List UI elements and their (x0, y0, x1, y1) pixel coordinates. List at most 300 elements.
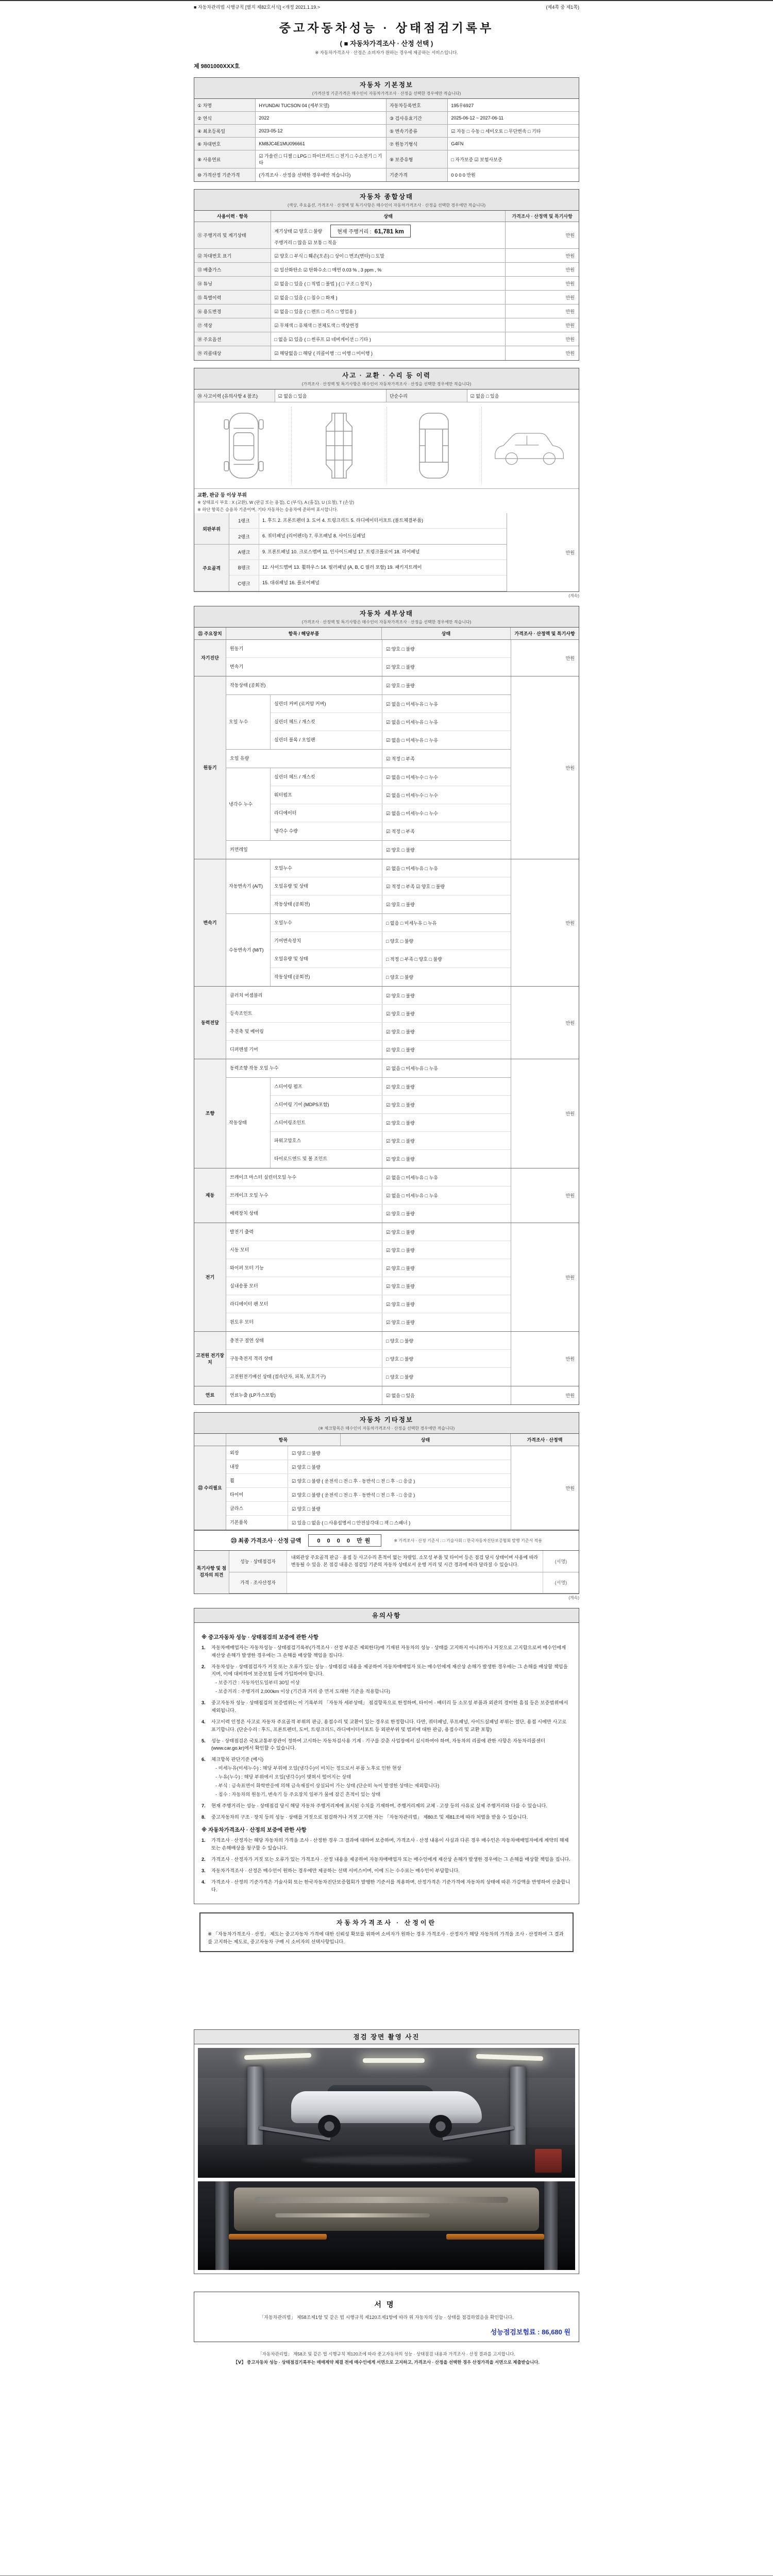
part-name: 디퍼렌셜 기어 (230, 1047, 258, 1053)
detail-row (226, 1313, 511, 1331)
notice-item (201, 1718, 572, 1734)
lift-post-right (544, 2181, 558, 2270)
signature-box (194, 2292, 579, 2342)
detail-row (271, 877, 511, 895)
price-cell: 만원 (565, 233, 575, 238)
part-name: 등속조인트 (230, 1010, 253, 1016)
part-state: □ 양호 □ 불량 (382, 932, 511, 950)
part-name: 내장 (226, 1460, 288, 1473)
part-state: ☑ 양호 □ 불량 (382, 1241, 511, 1259)
section-inspection-photos (194, 2029, 579, 2274)
block-sub-label: 냉각수 누수 (226, 768, 271, 840)
section-detailed-condition (194, 606, 579, 1405)
notice-block-title: ※ 중고자동차 성능 · 상태점검의 보증에 관한 사항 (201, 1634, 318, 1640)
row-label: ⑪ 주행거리 및 계기상태 (194, 222, 271, 248)
part-name: 충전구 절연 상태 (230, 1337, 264, 1343)
notice-number: 2. (201, 1664, 206, 1669)
rank-table-title: 교환, 판금 등 이상 부위 (197, 493, 247, 498)
detail-row (226, 1332, 511, 1350)
detail-row (271, 1078, 511, 1096)
odometer-row (194, 222, 579, 249)
notice-block (201, 1826, 572, 1893)
col-price: 가격조사 · 산정액 (527, 1437, 563, 1443)
section-note: (가격조사 · 산정액 및 특기사항은 매수인이 자동차가격조사 · 산정을 선택한 경우에만 적습니다) (301, 620, 472, 624)
notice-text: 가격조사 · 산정자가 거짓 또는 오류가 있는 가격조사 · 산정 내용을 제공하여 자동차매매업자 또는 매수인에게 재산상 손해가 발생한 경우에는 그 손해를 배상할 책임을 집니다. (211, 1857, 570, 1862)
price-cell: 만원 (511, 676, 579, 859)
section-title: 유의사항 (372, 1612, 401, 1619)
car-wheel-front (318, 2115, 341, 2138)
price-cell: 만원 (511, 987, 579, 1059)
part-name: 오일 유량 (230, 756, 249, 761)
part-state: ☑ 양호 □ 불량 (382, 1295, 511, 1313)
part-state: ☑ 양호 □ 불량 (292, 1506, 321, 1512)
part-name: 고전원전기배선 상태 (접속단자, 피복, 보호기구) (230, 1374, 326, 1380)
car-diagrams (194, 402, 579, 489)
rank-level: C랭크 (229, 575, 259, 591)
price-cell: 만원 (565, 323, 575, 328)
underbody-member (255, 2197, 508, 2203)
part-state: ☑ 없음 □ 미세누유 □ 누유 (382, 1059, 511, 1077)
field-value: (가격조사 · 산정을 선택한 경우에만 적습니다) (256, 168, 386, 181)
field-value: 2025-06-12 ~ 2027-06-11 (451, 115, 504, 121)
final-price-row (194, 1531, 579, 1551)
opinion-role: 가격 · 조사산정자 (229, 1572, 287, 1593)
final-price-value: 0 0 0 0 만원 (308, 1534, 381, 1547)
detail-row (226, 1059, 511, 1077)
col-state: 상태 (271, 211, 506, 222)
part-state: ☑ 있음 □ 없음 ( □ 사용설명서 □ 안전삼각대 □ 잭 □ 스패너 ) (292, 1520, 411, 1526)
repair-needed-label: ㉒ 수리필요 (194, 1446, 226, 1530)
rank-parts: 1. 후드 2. 프론트펜더 3. 도어 4. 트렁크리드 5. 라디에이터서포트 (볼트체결부품) (262, 517, 423, 523)
part-name: 기본품목 (226, 1516, 288, 1530)
field-label: ⑧ 사용연료 (194, 150, 256, 168)
detail-row (226, 1205, 511, 1223)
repair-needed-group (194, 1446, 579, 1530)
opinion-row (229, 1572, 579, 1594)
overall-row (194, 277, 579, 291)
rank-row (229, 560, 507, 575)
detail-row (271, 695, 511, 713)
mileage-state: 주행거리 □ 많음 ☑ 보통 □ 적음 (274, 240, 337, 245)
overall-row (194, 332, 579, 346)
odometer-box (330, 225, 411, 238)
part-state: ☑ 양호 □ 불량 (382, 658, 511, 676)
price-cell: 만원 (565, 281, 575, 286)
part-name: 글라스 (226, 1502, 288, 1515)
gauge-state: 계기상태 ☑ 양호 □ 불량 (274, 229, 323, 234)
part-state: □ 없음 □ 미세누유 □ 누유 (382, 914, 511, 931)
device-name: 원동기 (194, 676, 226, 859)
price-cell: 만원 (565, 351, 575, 356)
part-state: ☑ 양호 □ 불량 (382, 841, 511, 859)
row-state: ☑ 해당없음 □ 해당 ( 리콜이행 : □ 이행 □ 미이행 ) (274, 351, 373, 356)
part-name: 변속기 (230, 664, 244, 670)
opinion-group-label: 특기사항 및 점검자의 의견 (194, 1551, 229, 1594)
detail-device-group (194, 1059, 579, 1168)
overall-row (194, 291, 579, 304)
col-item: 사용이력 · 항목 (194, 211, 271, 222)
row-state: ☑ 없음 □ 있음 ( □ 렌트 □ 리스 □ 영업용 ) (274, 309, 357, 314)
price-cell: 만원 (511, 1168, 579, 1223)
price-cell: 만원 (565, 336, 575, 342)
ceiling-light (244, 2053, 311, 2060)
detail-device-group (194, 1386, 579, 1404)
detail-row (271, 859, 511, 877)
part-name: 실린더 커버 (로커암 커버) (274, 701, 326, 706)
price-cell: 만원 (511, 1446, 579, 1530)
detail-table-header (194, 628, 579, 640)
detail-device-group (194, 1223, 579, 1332)
part-name: 작동상태 (공회전) (274, 974, 310, 980)
price-cell: 만원 (565, 309, 575, 314)
price-survey-select: ( ■ 자동차가격조사 · 산정 선택 ) (340, 40, 433, 47)
basic-info-row (194, 112, 579, 125)
part-state: ☑ 없음 □ 미세누유 □ 누유 (382, 713, 511, 731)
notice-number: 3. (201, 1700, 206, 1706)
part-name: 기어변속장치 (274, 938, 301, 943)
overall-row (194, 318, 579, 332)
detail-row (226, 1277, 511, 1295)
notice-text: 체크항목 판단기준 (예시) (211, 1757, 264, 1762)
opinion-role: 성능 · 상태점검자 (229, 1551, 287, 1572)
detail-block (226, 1078, 511, 1168)
field-label: ⑦ 원동기형식 (386, 138, 448, 150)
detail-row (226, 987, 511, 1005)
field-value: 2023-05-12 (256, 125, 386, 137)
part-name: 브레이크 오일 누수 (230, 1192, 268, 1198)
part-name: 구동축전지 격리 상태 (230, 1355, 273, 1361)
car-side-view-diagram (482, 407, 577, 484)
section-notices (194, 1608, 579, 1952)
part-name: 스티어링조인트 (274, 1120, 306, 1125)
part-state: ☑ 없음 □ 미세누유 □ 누유 (382, 1187, 511, 1204)
section-etc-info (194, 1412, 579, 1601)
part-name: 오일유량 및 상태 (274, 883, 308, 889)
part-state: ☑ 양호 □ 불량 (382, 1005, 511, 1022)
detail-row (271, 1096, 511, 1114)
part-name: 실린더 블록 / 오일팬 (274, 737, 315, 743)
document-number: 제 9801000XXX호 (194, 63, 240, 70)
rank-group-label: 외판부위 (194, 513, 229, 544)
car-wheel-rear (429, 2115, 452, 2138)
notice-number: 6. (201, 1757, 206, 1762)
row-state: ☑ 양호 □ 부식 □ 훼손(오손) □ 상이 □ 변조(변타) □ 도말 (274, 253, 385, 259)
part-state: □ 적정 □ 부족 □ 양호 □ 불량 (382, 950, 511, 968)
section-note: (가격산정 기준가격은 매수인이 자동차가격조사 · 산정을 선택한 경우에만 적습니다) (312, 91, 461, 96)
detail-row (226, 1023, 511, 1041)
detail-block (226, 1332, 511, 1386)
detail-row (271, 786, 511, 804)
device-name: 변속기 (194, 859, 226, 986)
detail-block (226, 914, 511, 986)
notice-text: 자동차성능 · 상태점검자가 거짓 또는 오류가 있는 성능 · 상태점검 내용을 제공하여 자동차매매업자 또는 매수인에게 재산상 손해가 발생한 경우에는 그 손해를 배상할 책임을 지며, 이에 대비하여 보증보험 등에 가입하여야 합니다. (211, 1664, 568, 1677)
price-cell: 만원 (565, 253, 575, 259)
price-cell: 만원 (511, 640, 579, 676)
detail-row (271, 950, 511, 968)
odometer-value: 61,781 km (374, 227, 404, 235)
rank-table (194, 513, 579, 591)
rank-level: A랭크 (229, 545, 259, 560)
rank-level: B랭크 (229, 560, 259, 575)
col-device: ㉑ 주요장치 (194, 628, 226, 639)
price-cell: 만원 (511, 1386, 579, 1404)
notice-number: 4. (201, 1719, 206, 1724)
detail-block (226, 750, 511, 768)
detail-row (226, 640, 511, 658)
notice-sub-item: - 부식 : 금속표면이 화학반응에 의해 금속재질이 상실되어 가는 상태 (단순히 녹이 발생한 상태는 제외합니다) (215, 1783, 440, 1788)
part-state: □ 양호 □ 불량 (382, 1350, 511, 1367)
rank-row (229, 529, 507, 544)
part-name: 타이어 (226, 1488, 288, 1501)
field-value: □ 자가보증 ☑ 보험사보증 (451, 157, 502, 162)
rank-parts: 9. 프론트패널 10. 크로스멤버 11. 인사이드패널 17. 트렁크플로어 18. 리어패널 (262, 549, 420, 554)
detail-device-group (194, 1168, 579, 1223)
part-name: 외장 (226, 1446, 288, 1460)
rank-group (194, 513, 507, 545)
field-label: ⑤ 변속기종류 (386, 125, 448, 137)
row-state: ☑ 무채색 □ 유채색 □ 전체도색 □ 색상변경 (274, 323, 359, 328)
detail-row (226, 1005, 511, 1023)
part-state: ☑ 양호 □ 불량 (382, 1114, 511, 1131)
price-survey-definition-box (199, 1912, 574, 1953)
notice-sub-item: - 미세누유(미세누수) : 해당 부위에 오일(냉각수)이 비치는 정도로서 부품 노후로 인한 현상 (215, 1766, 401, 1771)
block-sub-label: 수동변속기 (M/T) (226, 914, 271, 986)
ceiling-light (363, 2058, 425, 2063)
field-label: ⑩ 가격산정 기준가격 (194, 168, 256, 181)
part-name: 발전기 출력 (230, 1229, 254, 1234)
field-value: KM8JC4E1MU096661 (256, 138, 386, 150)
part-name: 파워고압호스 (274, 1138, 301, 1143)
part-state: ☑ 양호 □ 불량 (382, 640, 511, 657)
part-state: ☑ 양호 □ 불량 (382, 987, 511, 1004)
detail-table-body (194, 640, 579, 1404)
detail-block (226, 1386, 511, 1404)
field-value: ☑ 자동 □ 수동 □ 세미오토 □ 무단변속 □ 기타 (451, 128, 541, 134)
detail-block (226, 676, 511, 695)
field-label: ⑨ 보증유형 (386, 150, 448, 168)
section-title: 자동차 종합상태 (360, 193, 413, 200)
part-state: ☑ 양호 □ 불량 (382, 1259, 511, 1277)
detail-device-group (194, 859, 579, 987)
part-state: □ 양호 □ 불량 (382, 1368, 511, 1386)
section-title: 자동차 기타정보 (360, 1416, 413, 1423)
notice-item (201, 1878, 572, 1894)
footer-line-1: 「자동차관리법」 제58조 및 같은 법 시행규칙 제120조에 따라 중고자동차의 성능 · 상태점검 내용과 가격조사 · 산정 결과를 고지합니다. (258, 2351, 515, 2357)
part-name: 휠 (226, 1474, 288, 1487)
form-law-note (194, 4, 579, 10)
law-note-text: ■ 자동차관리법 시행규칙 [별지 제82호서식] <개정 2021.1.19.> (194, 5, 320, 10)
part-name: 커먼레일 (230, 847, 248, 853)
block-sub-label: 자동변속기 (A/T) (226, 859, 271, 913)
col-price: 가격조사 · 산정액 및 특기사항 (506, 211, 579, 222)
accident-label: ⑳ 사고이력 (유의사항 4 참조) (194, 389, 275, 402)
detail-device-group (194, 987, 579, 1059)
notice-text: 자동차가격조사 · 산정은 매수인이 원하는 경우에만 제공하는 선택 서비스이며, 이에 드는 수수료는 매수인이 부담합니다. (211, 1868, 460, 1874)
continuation-marker: (계속) (568, 594, 579, 598)
detail-row (271, 1132, 511, 1150)
notice-item (201, 1802, 572, 1810)
part-name: 실린더 헤드 / 개스킷 (274, 774, 315, 779)
part-name: 와이퍼 모터 기능 (230, 1265, 264, 1270)
etc-row (226, 1488, 511, 1502)
notice-item (201, 1814, 572, 1821)
notice-text: 사고이력 인정은 사고로 자동차 주요골격 부위의 판금, 용접수리 및 교환이 있는 경우로 한정합니다. 다만, 쿼터패널, 루프패널, 사이드실패널 부위는 절단, 용접 시에만 사고로 표기합니다. (단순수리 : 후드, 프론트펜더, 도어, 트렁크리드, 라디에이터서포트 등 외판부위 및 범퍼에 대한 판금, 용접수리 및 교환 포함) (211, 1719, 567, 1732)
part-state: ☑ 양호 □ 불량 (292, 1450, 321, 1456)
simple-repair-state: ☑ 없음 □ 있음 (470, 393, 499, 399)
section-title: 자동차 기본정보 (360, 81, 413, 89)
overall-row (194, 304, 579, 318)
detail-block (226, 1168, 511, 1223)
notice-text: 중고자동차의 구조 · 장치 등의 성능 · 상태를 거짓으로 점검하거나 거짓 고지한 자는 「자동차관리법」 제80조 및 제81조에 따라 처벌을 받을 수 있습니다. (211, 1814, 528, 1820)
part-state: □ 양호 □ 불량 (382, 968, 511, 986)
part-name: 라디에이터 (274, 810, 297, 816)
price-cell: 만원 (511, 1059, 579, 1168)
detail-row (271, 1150, 511, 1168)
detail-row (226, 1041, 511, 1059)
rank-parts: 15. 대쉬패널 16. 플로어패널 (262, 580, 320, 586)
field-value: ☑ 가솔린 □ 디젤 □ LPG □ 하이브리드 □ 전기 □ 수소전기 □ 기타 (256, 150, 386, 168)
state-code-legend: ※ 상태표시 부호 : X (교환), W (판금 또는 용접), C (부식), A (흠집), U (요철), T (손상) (197, 500, 355, 505)
price-cell: 만원 (565, 267, 575, 273)
col-state: 상태 (382, 628, 511, 639)
part-state: □ 양호 □ 불량 (382, 1332, 511, 1349)
part-name: 스티어링 펌프 (274, 1083, 303, 1089)
part-name: 작동상태 (공회전) (274, 902, 310, 907)
row-label: ⑯ 용도변경 (194, 304, 271, 318)
part-state: ☑ 양호 □ 불량 (382, 1132, 511, 1149)
field-value: HYUNDAI TUCSON 04 (세부모델) (256, 99, 386, 111)
lifted-car-silhouette (291, 2084, 482, 2138)
notice-item (201, 1837, 572, 1852)
lift-arm-left (229, 2234, 327, 2240)
part-state: ☑ 없음 □ 미세누수 □ 누수 (382, 768, 511, 786)
row-label: ⑭ 튜닝 (194, 277, 271, 290)
part-name: 추진축 및 베어링 (230, 1028, 264, 1034)
basic-info-row (194, 168, 579, 181)
part-name: 실내송풍 모터 (230, 1283, 258, 1289)
opinion-row (229, 1551, 579, 1572)
etc-row (226, 1516, 511, 1530)
notice-item (201, 1663, 572, 1696)
device-name: 조향 (194, 1059, 226, 1168)
row-state: ☑ 없음 □ 있음 ( □ 적법 □ 불법 ) ( □ 구조 □ 장치 ) (274, 281, 372, 286)
signature-cell: (서명) (543, 1551, 579, 1572)
detail-device-group (194, 676, 579, 859)
accident-state: ☑ 없음 □ 있음 (275, 389, 386, 402)
detail-block (226, 695, 511, 750)
part-name: 오일유량 및 상태 (274, 956, 308, 961)
price-survey-note: ※ 자동차가격조사 · 산정은 소비자가 원하는 경우에 제공하는 서비스입니다. (315, 50, 458, 55)
row-state: □ 없음 ☑ 있음 ( □ 썬루프 ☑ 네비게이션 □ 기타 ) (274, 336, 371, 342)
lift-arm-right (446, 2234, 544, 2240)
fee-label: 성능점검보험료 : (490, 2328, 540, 2336)
notice-text: 중고자동차 성능 · 상태점검의 보증범위는 이 기록부의 「자동차 세부상태」 점검항목으로 한정하며, 타이어 · 배터리 등 소모성 부품과 외관의 경미한 흠집 등은 보증범위에서 제외됩니다. (211, 1700, 568, 1713)
field-label: ② 연식 (194, 112, 256, 124)
part-name: 배력장치 상태 (230, 1211, 258, 1216)
col-group (194, 1434, 226, 1446)
col-price: 가격조사 · 산정액 및 특기사항 (514, 631, 575, 636)
passenger-car-legend: ※ 하단 항목은 승용차 기준이며, 기타 자동차는 승용차에 준하여 표시합니다. (197, 507, 338, 512)
opinion-text (287, 1572, 543, 1593)
detail-row (226, 1187, 511, 1205)
inspection-insurance-fee (491, 2327, 570, 2336)
etc-row (226, 1474, 511, 1488)
rank-group-label: 주요골격 (194, 545, 229, 591)
section-overall-condition (194, 189, 579, 361)
part-state: ☑ 없음 □ 미세누유 □ 누유 (382, 695, 511, 713)
car-underbody-diagram (292, 407, 387, 484)
part-name: 스티어링 기어 (MDPS포함) (274, 1101, 329, 1107)
notice-number: 8. (201, 1814, 206, 1820)
detail-row (271, 804, 511, 822)
notice-text: 가격조사 · 산정의 기준가격은 기술사회 또는 한국자동차진단보증협회가 발행한 기준서를 적용하며, 산정가격은 기준가격에 자동차의 상태에 따른 가감액을 반영하여 산출합니다. (211, 1879, 570, 1892)
notice-number: 3. (201, 1868, 206, 1874)
field-value: 2022 (256, 112, 386, 124)
notice-text: 현재 주행거리는 성능 · 상태점검 당시 해당 자동차 주행거리계에 표시된 수치를 기재하며, 주행거리계의 교체 · 고장 등의 사유로 실제 주행거리와 다를 수 있습니다. (211, 1803, 547, 1808)
document-title: 중고자동차성능 · 상태점검기록부 (279, 21, 494, 35)
rank-level: 1랭크 (229, 513, 259, 528)
detail-row (226, 841, 511, 859)
rank-row (229, 545, 507, 560)
notice-number: 5. (201, 1738, 206, 1743)
continuation-marker: (계속) (568, 1595, 579, 1600)
section-note: (가격조사 · 산정액 및 특기사항은 매수인이 자동차가격조사 · 산정을 선택한 경우에만 적습니다) (301, 382, 472, 386)
etc-table-header (194, 1434, 579, 1446)
rank-parts: 12. 사이드멤버 13. 휠하우스 14. 필러패널 (A, B, C 필러 포함) 19. 패키지트레이 (262, 564, 422, 570)
signature-title: 서명 (374, 2300, 399, 2309)
part-state: ☑ 양호 □ 불량 ( 운전석 □ 전 □ 후 · 동반석 □ 전 □ 후 · □ 응급 ) (292, 1492, 415, 1498)
detail-row (271, 768, 511, 786)
footer-line-2: 【Ⅴ】 중고자동차 성능 · 상태점검기록부는 매매계약 체결 전에 매수인에게 서면으로 고지하고, 가격조사 · 산정을 선택한 경우 산정가격을 서면으로 제출받습니다. (233, 2359, 540, 2365)
detail-row (226, 658, 511, 676)
fee-value: 86,680 원 (542, 2328, 570, 2336)
notice-number: 7. (201, 1803, 206, 1808)
inspector-opinion-table (194, 1551, 579, 1594)
col-item: 항목 (226, 1434, 341, 1446)
col-state: 상태 (341, 1434, 511, 1446)
part-state: ☑ 양호 □ 불량 (382, 1023, 511, 1040)
notice-block (201, 1633, 572, 1821)
row-label: ⑫ 차대번호 표기 (194, 249, 271, 262)
device-name: 전기 (194, 1223, 226, 1331)
block-sub-label: 작동상태 (226, 1078, 271, 1168)
detail-row (271, 914, 511, 932)
detail-row (226, 1368, 511, 1386)
part-name: 냉각수 수량 (274, 828, 298, 834)
notice-sub-item: - 침수 : 자동차의 원동기, 변속기 등 주요장치 일부가 물에 잠긴 흔적이 있는 상태 (215, 1791, 381, 1797)
price-cell: 만원 (511, 1332, 579, 1386)
device-name: 동력전달 (194, 987, 226, 1059)
opinion-text: 내외관상 주요골격 판금 · 용접 등 사고수리 흔적이 없는 차량임. 소모성 부품 및 타이어 등은 점검 당시 상태이며 사용에 따라 변동될 수 있음. 본 점검 내용은 점검일 기준의 자동차 상태로서 운행 거리 및 시간 경과에 따라 달라질 수 있습니다. (291, 1555, 539, 1568)
rank-parts: 6. 쿼터패널 (리어펜더) 7. 루프패널 8. 사이드실패널 (262, 533, 366, 539)
detail-block (226, 768, 511, 841)
device-name: 고전원 전기장치 (194, 1332, 226, 1386)
notice-item (201, 1644, 572, 1659)
notice-text: 성능 · 상태점검은 국토교통부장관이 정하여 고시하는 자동차검사용 기계 · 기구를 갖춘 사업장에서 실시하여야 하며, 자동차의 리콜에 관한 사항은 자동차리콜센터(www.car.go.kr)에서 확인할 수 있습니다. (211, 1738, 546, 1751)
part-state: ☑ 양호 □ 불량 (382, 1205, 511, 1223)
detail-row (271, 822, 511, 840)
detail-block (226, 859, 511, 914)
row-label: ⑮ 특별이력 (194, 291, 271, 304)
detail-row (271, 968, 511, 986)
row-label: ⑲ 리콜대상 (194, 346, 271, 360)
part-state: ☑ 양호 □ 불량 (382, 1223, 511, 1241)
section-title: 사고 · 교환 · 수리 등 이력 (342, 372, 431, 379)
device-name: 연료 (194, 1386, 226, 1404)
section-title: 점검 장면 촬영 사진 (353, 2033, 420, 2041)
part-state: ☑ 양호 □ 불량 (382, 1078, 511, 1095)
section-accident-history (194, 368, 579, 599)
